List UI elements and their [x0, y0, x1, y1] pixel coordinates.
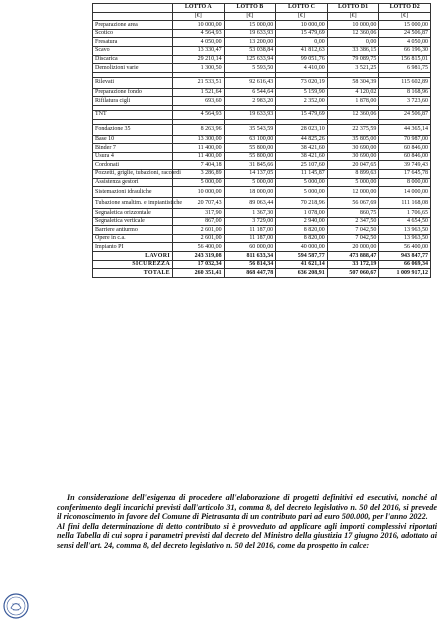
amount-cell: 13 330,47 [173, 46, 225, 55]
amount-cell: 20 000,00 [327, 243, 379, 252]
amount-cell: 70 218,96 [276, 198, 328, 209]
amount-cell: 6 544,64 [224, 88, 276, 97]
amount-cell: 156 815,01 [379, 55, 431, 64]
total-label: SICUREZZA [93, 260, 173, 269]
amount-cell: 60 846,00 [379, 152, 431, 161]
amount-cell: 53 038,84 [224, 46, 276, 55]
amount-cell: 3 521,25 [327, 64, 379, 73]
row-label: Fondazione 35 [93, 124, 173, 135]
amount-cell: 89 063,44 [224, 198, 276, 209]
row-label: Rifilatura cigli [93, 97, 173, 106]
table-row [93, 135, 431, 144]
amount-cell: 5 000,00 [224, 178, 276, 187]
amount-cell: 115 602,89 [379, 77, 431, 88]
amount-cell: 56 400,00 [379, 243, 431, 252]
total-amount-cell: 507 060,67 [327, 269, 379, 278]
amount-cell: 11 400,00 [173, 152, 225, 161]
row-label: Impianto PI [93, 243, 173, 252]
amount-cell: 14 137,05 [224, 169, 276, 178]
amount-cell: 8 168,96 [379, 88, 431, 97]
amount-cell: 1 367,30 [224, 209, 276, 218]
unit-cell: [€] [224, 12, 276, 21]
row-label: Cordonati [93, 161, 173, 170]
amount-cell: 30 690,00 [327, 152, 379, 161]
total-label: LAVORI [93, 252, 173, 261]
amount-cell: 28 023,10 [276, 124, 328, 135]
amount-cell: 55 800,00 [224, 144, 276, 153]
amount-cell: 55 800,00 [224, 152, 276, 161]
amount-cell: 31 845,66 [224, 161, 276, 170]
total-amount-cell: 17 032,34 [173, 260, 225, 269]
amount-cell: 58 304,39 [327, 77, 379, 88]
total-amount-cell: 473 888,47 [327, 252, 379, 261]
amount-cell: 2 940,00 [276, 217, 328, 226]
unit-blank-cell [93, 12, 173, 21]
amount-cell: 56 067,69 [327, 198, 379, 209]
row-label: Scavo [93, 46, 173, 55]
total-amount-cell: 41 621,14 [276, 260, 328, 269]
row-label: Opere in c.a. [93, 234, 173, 243]
lot-header: LOTTO C [276, 4, 328, 13]
amount-cell: 5 000,00 [173, 178, 225, 187]
table-row [93, 64, 431, 73]
amount-cell: 13 200,00 [224, 38, 276, 47]
row-label: Segnaletica orizzontale [93, 209, 173, 218]
row-label: Usura 4 [93, 152, 173, 161]
row-label: Discarica [93, 55, 173, 64]
amount-cell: 17 645,78 [379, 169, 431, 178]
amount-cell: 13 963,50 [379, 234, 431, 243]
row-label: Base 10 [93, 135, 173, 144]
amount-cell: 70 987,00 [379, 135, 431, 144]
amount-cell: 1 300,50 [173, 64, 225, 73]
amount-cell: 2 601,00 [173, 226, 225, 235]
amount-cell: 8 899,63 [327, 169, 379, 178]
amount-cell: 5 000,00 [276, 178, 328, 187]
amount-cell: 317,90 [173, 209, 225, 218]
table-row [93, 234, 431, 243]
amount-cell: 35 543,59 [224, 124, 276, 135]
amount-cell: 1 706,65 [379, 209, 431, 218]
amount-cell: 0,00 [327, 38, 379, 47]
amount-cell: 21 533,51 [173, 77, 225, 88]
row-label: Tubazione smaltim. e impiantistiche [93, 198, 173, 209]
amount-cell: 19 633,93 [224, 110, 276, 119]
table-row [93, 144, 431, 153]
header-blank-cell [93, 4, 173, 13]
amount-cell: 24 506,87 [379, 29, 431, 38]
total-row [93, 260, 431, 269]
amount-cell: 4 050,00 [379, 38, 431, 47]
row-label: Barriere antiurmo [93, 226, 173, 235]
amount-cell: 8 000,00 [379, 178, 431, 187]
amount-cell: 10 000,00 [173, 21, 225, 30]
amount-cell: 12 360,06 [327, 110, 379, 119]
amount-cell: 693,60 [173, 97, 225, 106]
table-row [93, 46, 431, 55]
amount-cell: 5 593,50 [224, 64, 276, 73]
amount-cell: 4 654,50 [379, 217, 431, 226]
total-amount-cell: 66 069,34 [379, 260, 431, 269]
amount-cell: 73 020,19 [276, 77, 328, 88]
amount-cell: 8 820,00 [276, 226, 328, 235]
amount-cell: 7 042,50 [327, 234, 379, 243]
amount-cell: 125 633,94 [224, 55, 276, 64]
row-label: Binder 7 [93, 144, 173, 153]
amount-cell: 13 300,00 [173, 135, 225, 144]
row-label: Assistenza gestori [93, 178, 173, 187]
lot-header: LOTTO A [173, 4, 225, 13]
amount-cell: 4 564,93 [173, 29, 225, 38]
row-label: Preparazione area [93, 21, 173, 30]
amount-cell: 33 386,15 [327, 46, 379, 55]
amount-cell: 5 000,00 [276, 187, 328, 198]
total-row [93, 269, 431, 278]
amount-cell: 38 421,60 [276, 152, 328, 161]
unit-row [93, 12, 431, 21]
total-amount-cell: 260 351,41 [173, 269, 225, 278]
unit-cell: [€] [379, 12, 431, 21]
table-row [93, 152, 431, 161]
amount-cell: 24 506,87 [379, 110, 431, 119]
amount-cell: 39 749,43 [379, 161, 431, 170]
amount-cell: 35 805,00 [327, 135, 379, 144]
lot-header: LOTTO D1 [327, 4, 379, 13]
amount-cell: 11 145,87 [276, 169, 328, 178]
amount-cell: 0,00 [276, 38, 328, 47]
table-row [93, 187, 431, 198]
row-label: Scotico [93, 29, 173, 38]
seal-icon [3, 593, 29, 619]
paragraph-contribution: In considerazione dell'esigenza di procedere all'elaborazione di progetti definitivi ed esecutivi, nonché al conferimento degli incarichi previsti dall'articolo 31, comma 8, del decreto legislativo n. 50 del 2016, si prevede il riconoscimento in favore del Comune di Pietrasanta di un contributo pari ad euro 500.000, per l'anno 2022. [57, 493, 437, 522]
total-label: TOTALE [93, 269, 173, 278]
amount-cell: 15 479,69 [276, 110, 328, 119]
amount-cell: 25 107,60 [276, 161, 328, 170]
amount-cell: 1 521,64 [173, 88, 225, 97]
amount-cell: 66 196,30 [379, 46, 431, 55]
amount-cell: 3 723,60 [379, 97, 431, 106]
total-amount-cell: 594 587,77 [276, 252, 328, 261]
amount-cell: 2 983,20 [224, 97, 276, 106]
body-text [57, 493, 437, 551]
amount-cell: 6 981,75 [379, 64, 431, 73]
amount-cell: 8 820,00 [276, 234, 328, 243]
amount-cell: 60 846,00 [379, 144, 431, 153]
amount-cell: 14 000,00 [379, 187, 431, 198]
table-row [93, 161, 431, 170]
table-row [93, 217, 431, 226]
cost-table [92, 3, 431, 278]
row-label: TNT [93, 110, 173, 119]
row-label: Rilevati [93, 77, 173, 88]
table-row [93, 77, 431, 88]
table-row [93, 198, 431, 209]
amount-cell: 10 000,00 [276, 21, 328, 30]
lot-header: LOTTO D2 [379, 4, 431, 13]
amount-cell: 12 000,00 [327, 187, 379, 198]
amount-cell: 15 000,00 [379, 21, 431, 30]
row-label: Pozzetti, griglie, tubazioni, raccordi [93, 169, 173, 178]
amount-cell: 3 286,89 [173, 169, 225, 178]
table-row [93, 38, 431, 47]
amount-cell: 10 000,00 [327, 21, 379, 30]
total-amount-cell: 1 009 917,12 [379, 269, 431, 278]
amount-cell: 4 564,93 [173, 110, 225, 119]
amount-cell: 63 100,00 [224, 135, 276, 144]
amount-cell: 38 421,60 [276, 144, 328, 153]
amount-cell: 99 051,76 [276, 55, 328, 64]
amount-cell: 111 168,08 [379, 198, 431, 209]
row-label: Preparazione fondo [93, 88, 173, 97]
amount-cell: 22 375,59 [327, 124, 379, 135]
amount-cell: 3 729,00 [224, 217, 276, 226]
amount-cell: 44 825,26 [276, 135, 328, 144]
lot-header: LOTTO B [224, 4, 276, 13]
amount-cell: 79 089,75 [327, 55, 379, 64]
table-row [93, 209, 431, 218]
amount-cell: 13 963,50 [379, 226, 431, 235]
amount-cell: 11 187,00 [224, 226, 276, 235]
row-label: Fresatura [93, 38, 173, 47]
total-row [93, 252, 431, 261]
amount-cell: 5 159,90 [276, 88, 328, 97]
paragraph-determination: Al fini della determinazione di detto contributo si è provveduto ad applicare agli importi complessivi riportati nella Tabella di cui sopra i parametri previsti dal decreto del Ministro della giustizia 17 giugno 2016, adottato ai sensi dell'art. 24, comma 8, del decreto legislativo n. 50 del 2016, come da prospetto in calce: [57, 521, 437, 550]
table-row [93, 124, 431, 135]
total-amount-cell: 868 447,78 [224, 269, 276, 278]
table-row [93, 226, 431, 235]
amount-cell: 1 878,00 [327, 97, 379, 106]
amount-cell: 7 042,50 [327, 226, 379, 235]
amount-cell: 8 263,96 [173, 124, 225, 135]
amount-cell: 18 000,00 [224, 187, 276, 198]
amount-cell: 4 050,00 [173, 38, 225, 47]
amount-cell: 92 616,43 [224, 77, 276, 88]
table-row [93, 88, 431, 97]
amount-cell: 20 047,65 [327, 161, 379, 170]
table-row [93, 169, 431, 178]
table-row [93, 55, 431, 64]
total-amount-cell: 33 172,19 [327, 260, 379, 269]
amount-cell: 19 633,93 [224, 29, 276, 38]
amount-cell: 7 404,18 [173, 161, 225, 170]
unit-cell: [€] [327, 12, 379, 21]
amount-cell: 5 000,00 [327, 178, 379, 187]
table-row [93, 178, 431, 187]
total-amount-cell: 811 633,34 [224, 252, 276, 261]
amount-cell: 15 479,69 [276, 29, 328, 38]
amount-cell: 2 347,50 [327, 217, 379, 226]
amount-cell: 2 601,00 [173, 234, 225, 243]
amount-cell: 10 000,00 [173, 187, 225, 198]
amount-cell: 1 078,00 [276, 209, 328, 218]
table-row [93, 243, 431, 252]
amount-cell: 60 000,00 [224, 243, 276, 252]
unit-cell: [€] [173, 12, 225, 21]
amount-cell: 11 400,00 [173, 144, 225, 153]
total-amount-cell: 56 814,34 [224, 260, 276, 269]
total-amount-cell: 636 208,91 [276, 269, 328, 278]
amount-cell: 2 352,00 [276, 97, 328, 106]
amount-cell: 20 707,43 [173, 198, 225, 209]
amount-cell: 30 690,00 [327, 144, 379, 153]
cost-table-body [93, 21, 431, 278]
row-label: Segnaletica verticale [93, 217, 173, 226]
table-row [93, 110, 431, 119]
table-row [93, 29, 431, 38]
table-row [93, 21, 431, 30]
amount-cell: 867,00 [173, 217, 225, 226]
total-amount-cell: 943 847,77 [379, 252, 431, 261]
amount-cell: 56 400,00 [173, 243, 225, 252]
amount-cell: 860,75 [327, 209, 379, 218]
unit-cell: [€] [276, 12, 328, 21]
amount-cell: 15 000,00 [224, 21, 276, 30]
amount-cell: 4 410,00 [276, 64, 328, 73]
total-amount-cell: 243 319,08 [173, 252, 225, 261]
table-header-row [93, 4, 431, 13]
amount-cell: 12 360,06 [327, 29, 379, 38]
amount-cell: 40 000,00 [276, 243, 328, 252]
amount-cell: 11 187,00 [224, 234, 276, 243]
row-label: Sistemazioni idrauliche [93, 187, 173, 198]
row-label: Demolizioni varie [93, 64, 173, 73]
amount-cell: 41 812,63 [276, 46, 328, 55]
amount-cell: 29 210,14 [173, 55, 225, 64]
table-row [93, 97, 431, 106]
amount-cell: 44 365,14 [379, 124, 431, 135]
amount-cell: 4 120,02 [327, 88, 379, 97]
